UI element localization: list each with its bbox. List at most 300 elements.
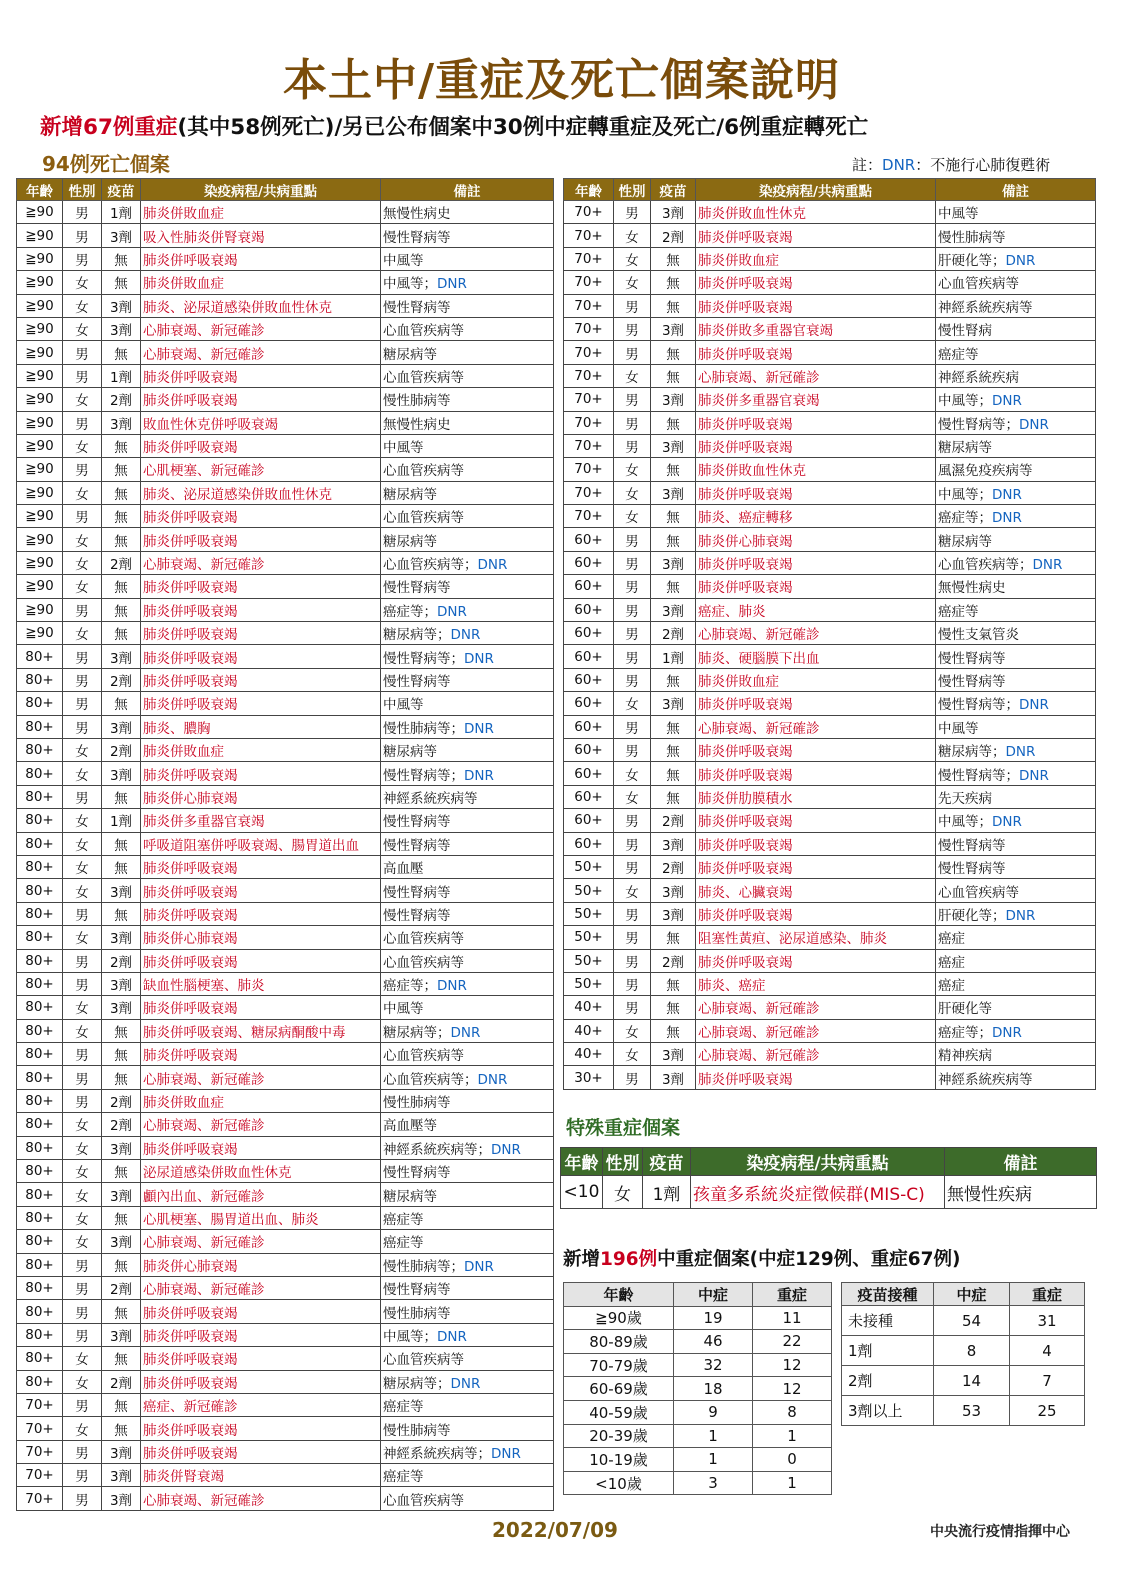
- cell-vaccine: 3劑: [651, 879, 696, 902]
- cell-sex: 男: [63, 1440, 102, 1463]
- cell-remark: 慢性腎病等；DNR: [381, 762, 554, 785]
- cell-sex: 女: [63, 294, 102, 317]
- cell-course: 肺炎併呼吸衰竭: [696, 902, 936, 925]
- cell-age: 70+: [564, 271, 614, 294]
- cell-vaccine: 3劑: [651, 201, 696, 224]
- cell-course: 肺炎併心肺衰竭: [141, 1253, 381, 1276]
- cell-vaccine: 無: [651, 411, 696, 434]
- cell-vaccine: 3劑: [102, 972, 141, 995]
- cell-sex: 女: [614, 247, 651, 270]
- cell-age: 80+: [17, 879, 63, 902]
- table-row: [564, 622, 1096, 645]
- cell-sex: 男: [63, 645, 102, 668]
- cell-vaccine: 無: [651, 1019, 696, 1042]
- cell-remark: 神經系統疾病等: [936, 1066, 1096, 1089]
- cell-age: ≧90: [17, 575, 63, 598]
- cell-course: 心肺衰竭、新冠確診: [696, 622, 936, 645]
- cell-age: ≧90: [17, 622, 63, 645]
- dnr-flag: DNR: [437, 276, 467, 293]
- header-age: 年齡: [564, 1283, 674, 1307]
- cell-vaccine: 無: [651, 294, 696, 317]
- cell-sex: 男: [63, 1089, 102, 1112]
- cell-vaccine: 無: [102, 785, 141, 808]
- cell-remark: 慢性肺病等: [936, 224, 1096, 247]
- cell-course: 心肺衰竭、新冠確診: [141, 1487, 381, 1510]
- cell-sex: 男: [63, 598, 102, 621]
- cell-vaccine: 無: [102, 832, 141, 855]
- dnr-flag: DNR: [992, 814, 1022, 831]
- cell-age-group: 40-59歲: [564, 1400, 674, 1424]
- cell-age: ≧90: [17, 317, 63, 340]
- cell-sex: 男: [63, 364, 102, 387]
- cell-sex: 男: [614, 551, 651, 574]
- cell-vaccine: 2劑: [102, 949, 141, 972]
- cell-course: 肺炎併呼吸衰竭: [696, 832, 936, 855]
- report-date: 2022/07/09: [492, 1518, 618, 1542]
- cell-course: 肺炎併呼吸衰竭: [696, 738, 936, 761]
- cell-age: 60+: [564, 715, 614, 738]
- cell-remark: 癌症等: [381, 1206, 554, 1229]
- cell-sex: 男: [614, 715, 651, 738]
- cell-course: 肺炎併呼吸衰竭: [696, 809, 936, 832]
- dnr-flag: DNR: [1019, 416, 1049, 433]
- subtitle-detail: (其中58例死亡)/另已公布個案中30例中症轉重症及死亡/6例重症轉死亡: [177, 115, 869, 140]
- cell-vaccine: 無: [651, 341, 696, 364]
- subtitle-severe-count: 新增67例重症: [40, 115, 178, 140]
- cell-sex: 男: [63, 949, 102, 972]
- cell-remark: 癌症等: [936, 341, 1096, 364]
- dnr-flag: DNR: [464, 1258, 494, 1275]
- cell-course: 心肺衰竭、新冠確診: [141, 341, 381, 364]
- header-course: 染疫病程/共病重點: [691, 1148, 945, 1176]
- cell-age: 80+: [17, 926, 63, 949]
- dnr-flag: DNR: [477, 557, 508, 574]
- table-row: [17, 1066, 554, 1089]
- cell-course: 肺炎、膿胸: [141, 715, 381, 738]
- cell-sex: 女: [63, 388, 102, 411]
- cell-age: 60+: [564, 622, 614, 645]
- cell-course: 肺炎併呼吸衰竭: [141, 902, 381, 925]
- cell-age: ≧90: [17, 294, 63, 317]
- cell-remark: 心血管疾病等: [381, 926, 554, 949]
- cell-age: ≧90: [17, 388, 63, 411]
- cell-sex: 女: [614, 364, 651, 387]
- cell-course: 肺炎、泌尿道感染併敗血性休克: [141, 294, 381, 317]
- table-row: [842, 1366, 1085, 1396]
- table-row: [564, 317, 1096, 340]
- cell-course: 肺炎併呼吸衰竭: [696, 551, 936, 574]
- header-sex: 性別: [603, 1148, 643, 1176]
- cell-remark: 癌症等: [381, 1464, 554, 1487]
- header-vaccine: 疫苗: [102, 179, 141, 201]
- cell-age: 80+: [17, 1160, 63, 1183]
- cell-age: ≧90: [17, 201, 63, 224]
- cell-vaccine: 3劑: [651, 1066, 696, 1089]
- cell-course: 肺炎併呼吸衰竭: [141, 528, 381, 551]
- cell-course: 肺炎併呼吸衰竭: [141, 996, 381, 1019]
- cell-remark: 慢性腎病等: [936, 855, 1096, 878]
- cell-age: ≧90: [17, 434, 63, 457]
- cell-sex: 女: [63, 762, 102, 785]
- cell-vaccine: 無: [102, 1300, 141, 1323]
- table-row: [17, 505, 554, 528]
- table-header-row: [561, 1148, 1097, 1176]
- cell-age: 80+: [17, 1019, 63, 1042]
- cell-age: 60+: [564, 668, 614, 691]
- cell-age: 80+: [17, 1113, 63, 1136]
- cell-remark: 慢性肺病等: [381, 1417, 554, 1440]
- table-row: [564, 598, 1096, 621]
- cell-age: 60+: [564, 692, 614, 715]
- cell-sex: 男: [63, 1300, 102, 1323]
- cell-course: 顱內出血、新冠確診: [141, 1183, 381, 1206]
- cell-age: 80+: [17, 832, 63, 855]
- cell-sex: 男: [614, 645, 651, 668]
- table-row: [17, 1393, 554, 1416]
- table-row: [17, 1440, 554, 1463]
- cell-vaccine: 3劑: [651, 434, 696, 457]
- deaths-table-right: [563, 178, 1096, 1090]
- cell-remark: 中風等: [936, 201, 1096, 224]
- cell-age-group: 70-79歲: [564, 1353, 674, 1377]
- cell-remark: 神經系統疾病等: [381, 785, 554, 808]
- cell-vaccine: 3劑: [102, 879, 141, 902]
- cell-vaccine: 2劑: [102, 551, 141, 574]
- cell-age: 70+: [17, 1393, 63, 1416]
- dnr-flag: DNR: [437, 1328, 467, 1345]
- cell-sex: 女: [63, 1019, 102, 1042]
- cell-sex: 男: [63, 458, 102, 481]
- table-row: [564, 1330, 832, 1354]
- table-row: [17, 598, 554, 621]
- cell-vaccine: 3劑: [651, 832, 696, 855]
- table-row: [17, 1417, 554, 1440]
- cell-remark: 心血管疾病等: [381, 949, 554, 972]
- cell-vaccine: 3劑: [651, 598, 696, 621]
- cell-vaccine: 3劑: [102, 294, 141, 317]
- table-row: [564, 738, 1096, 761]
- cell-vaccination: 未接種: [842, 1306, 934, 1336]
- new-cases-suffix: 中重症個案(中症129例、重症67例): [657, 1249, 961, 1270]
- table-row: [564, 1043, 1096, 1066]
- cell-remark: 神經系統疾病等: [936, 294, 1096, 317]
- table-row: [564, 1377, 832, 1401]
- cell-remark: 精神疾病: [936, 1043, 1096, 1066]
- table-header-row: [842, 1283, 1085, 1306]
- cell-moderate: 1: [674, 1424, 753, 1448]
- cell-remark: 癌症: [936, 926, 1096, 949]
- table-row: [17, 1253, 554, 1276]
- new-cases-count: 196例: [600, 1249, 658, 1270]
- cell-course: 肺炎、泌尿道感染併敗血性休克: [141, 481, 381, 504]
- cell-age: 80+: [17, 1323, 63, 1346]
- cell-course: 肺炎併呼吸衰竭: [141, 949, 381, 972]
- cell-moderate: 8: [934, 1336, 1010, 1366]
- cell-remark: 糖尿病等；DNR: [381, 1019, 554, 1042]
- cell-sex: 男: [63, 902, 102, 925]
- cell-course: 肺炎併腎衰竭: [141, 1464, 381, 1487]
- header-remark: 備註: [945, 1148, 1097, 1176]
- table-row: [17, 201, 554, 224]
- cell-remark: 心血管疾病等；DNR: [381, 551, 554, 574]
- cell-remark: 癌症等: [936, 598, 1096, 621]
- cell-course: 肺炎併呼吸衰竭: [141, 1043, 381, 1066]
- table-row: [17, 294, 554, 317]
- cell-vaccination: 2劑: [842, 1366, 934, 1396]
- cell-remark: 肝硬化等；DNR: [936, 902, 1096, 925]
- dnr-note: [852, 154, 1050, 175]
- dnr-flag: DNR: [992, 510, 1022, 527]
- cell-remark: 風濕免疫疾病等: [936, 458, 1096, 481]
- cell-vaccine: 無: [102, 434, 141, 457]
- cell-severe: 0: [753, 1448, 832, 1472]
- table-row: [17, 1323, 554, 1346]
- cell-remark: 慢性腎病等: [936, 645, 1096, 668]
- cell-course: 肺炎併呼吸衰竭: [141, 364, 381, 387]
- cell-course: 肺炎併呼吸衰竭、糖尿病酮酸中毒: [141, 1019, 381, 1042]
- cell-course: 肺炎、癌症轉移: [696, 505, 936, 528]
- cell-sex: 女: [63, 1160, 102, 1183]
- cell-vaccine: 無: [102, 1206, 141, 1229]
- cell-severe: 1: [753, 1424, 832, 1448]
- cell-remark: 慢性腎病等: [381, 1276, 554, 1299]
- cell-sex: 男: [614, 434, 651, 457]
- table-row: [842, 1396, 1085, 1426]
- cell-vaccine: 3劑: [651, 317, 696, 340]
- cell-remark: 心血管疾病等: [381, 458, 554, 481]
- cell-remark: 慢性肺病等: [381, 1089, 554, 1112]
- dnr-flag: DNR: [491, 1445, 521, 1462]
- cell-age: 80+: [17, 692, 63, 715]
- cell-remark: 無慢性病史: [381, 201, 554, 224]
- cell-remark: 肝硬化等: [936, 996, 1096, 1019]
- cell-sex: 男: [614, 528, 651, 551]
- cell-vaccine: 3劑: [102, 224, 141, 247]
- cell-vaccine: 3劑: [102, 762, 141, 785]
- cell-vaccine: 3劑: [651, 692, 696, 715]
- cell-course: 阻塞性黃疸、泌尿道感染、肺炎: [696, 926, 936, 949]
- table-row: [17, 996, 554, 1019]
- cell-vaccine: 3劑: [102, 411, 141, 434]
- cell-vaccine: 3劑: [651, 481, 696, 504]
- cell-vaccine: 無: [102, 247, 141, 270]
- cell-sex: 男: [614, 575, 651, 598]
- header-remark: 備註: [936, 179, 1096, 201]
- cell-remark: 慢性腎病: [936, 317, 1096, 340]
- cell-age: 70+: [564, 224, 614, 247]
- table-row: [564, 715, 1096, 738]
- cell-sex: 女: [63, 1113, 102, 1136]
- header-age: 年齡: [561, 1148, 603, 1176]
- cell-remark: 慢性腎病等: [936, 832, 1096, 855]
- header-severe: 重症: [1010, 1283, 1085, 1306]
- cell-sex: 女: [63, 622, 102, 645]
- cell-sex: 女: [63, 1183, 102, 1206]
- cell-course: 肺炎併呼吸衰竭: [141, 692, 381, 715]
- cell-age: 50+: [564, 949, 614, 972]
- cell-remark: 癌症等；DNR: [936, 1019, 1096, 1042]
- cell-age: 70+: [564, 201, 614, 224]
- cell-age: ≧90: [17, 411, 63, 434]
- cell-sex: 女: [603, 1176, 643, 1209]
- cell-age: 60+: [564, 832, 614, 855]
- table-row: [842, 1336, 1085, 1366]
- cell-severe: 12: [753, 1377, 832, 1401]
- table-row: [17, 388, 554, 411]
- cell-severe: 8: [753, 1400, 832, 1424]
- table-row: [564, 926, 1096, 949]
- cell-course: 肺炎併心肺衰竭: [141, 785, 381, 808]
- cell-age: <10: [561, 1176, 603, 1209]
- cell-moderate: 3: [674, 1471, 753, 1495]
- cell-moderate: 18: [674, 1377, 753, 1401]
- cell-vaccine: 無: [102, 481, 141, 504]
- cell-vaccine: 2劑: [651, 949, 696, 972]
- cell-remark: 慢性腎病等: [381, 902, 554, 925]
- cell-course: 肺炎併敗多重器官衰竭: [696, 317, 936, 340]
- cell-vaccine: 無: [651, 762, 696, 785]
- cell-age: 60+: [564, 645, 614, 668]
- cell-sex: 男: [614, 926, 651, 949]
- cell-course: 肺炎併呼吸衰竭: [141, 247, 381, 270]
- cell-sex: 女: [614, 224, 651, 247]
- cell-vaccine: 無: [102, 902, 141, 925]
- cell-course: 肺炎併呼吸衰竭: [696, 762, 936, 785]
- cell-remark: 慢性肺病等；DNR: [381, 1253, 554, 1276]
- header-sex: 性別: [63, 179, 102, 201]
- cell-sex: 女: [63, 879, 102, 902]
- cell-course: 肺炎併多重器官衰竭: [696, 388, 936, 411]
- cell-sex: 男: [614, 411, 651, 434]
- cell-course: 肺炎併呼吸衰竭: [696, 271, 936, 294]
- table-row: [17, 528, 554, 551]
- cell-course: 肺炎併敗血症: [696, 247, 936, 270]
- cell-course: 肺炎併肋膜積水: [696, 785, 936, 808]
- table-row: [564, 855, 1096, 878]
- table-row: [564, 996, 1096, 1019]
- cell-remark: 慢性腎病等: [936, 668, 1096, 691]
- cell-sex: 男: [614, 201, 651, 224]
- cell-course: 心肺衰竭、新冠確診: [141, 317, 381, 340]
- table-row: [564, 271, 1096, 294]
- cell-remark: 癌症等；DNR: [936, 505, 1096, 528]
- table-row: [17, 1347, 554, 1370]
- cell-vaccine: 3劑: [102, 926, 141, 949]
- cell-vaccine: 無: [102, 1253, 141, 1276]
- cell-age: 80+: [17, 1136, 63, 1159]
- cell-remark: 中風等: [381, 247, 554, 270]
- table-row: [17, 317, 554, 340]
- cell-age: 80+: [17, 949, 63, 972]
- cell-remark: 慢性肺病等: [381, 388, 554, 411]
- cell-sex: 女: [614, 785, 651, 808]
- cell-remark: 心血管疾病等；DNR: [936, 551, 1096, 574]
- cell-remark: 糖尿病等: [381, 481, 554, 504]
- cell-age: 80+: [17, 1043, 63, 1066]
- cell-age: ≧90: [17, 481, 63, 504]
- new-cases-heading: [563, 1245, 960, 1271]
- cell-sex: 男: [63, 972, 102, 995]
- cell-course: 心肺衰竭、新冠確診: [696, 1043, 936, 1066]
- cell-sex: 男: [63, 1066, 102, 1089]
- header-severe: 重症: [753, 1283, 832, 1307]
- cell-sex: 男: [614, 832, 651, 855]
- cell-vaccine: 無: [102, 622, 141, 645]
- cell-course: 肺炎併呼吸衰竭: [696, 575, 936, 598]
- cell-age: 80+: [17, 809, 63, 832]
- cell-course: 肺炎併呼吸衰竭: [141, 598, 381, 621]
- cell-sex: 男: [63, 201, 102, 224]
- cell-vaccine: 無: [651, 247, 696, 270]
- cell-vaccination: 3劑以上: [842, 1396, 934, 1426]
- table-row: [564, 247, 1096, 270]
- new-cases-prefix: 新增: [563, 1249, 601, 1270]
- table-row: [17, 364, 554, 387]
- cell-vaccine: 3劑: [102, 645, 141, 668]
- cell-sex: 男: [614, 902, 651, 925]
- table-row: [17, 1019, 554, 1042]
- table-row: [564, 1353, 832, 1377]
- table-row: [564, 1066, 1096, 1089]
- dnr-flag: DNR: [992, 1024, 1022, 1041]
- table-row: [17, 1089, 554, 1112]
- cell-course: 心肺衰竭、新冠確診: [696, 364, 936, 387]
- cell-age: 80+: [17, 1300, 63, 1323]
- dnr-flag: DNR: [437, 978, 467, 995]
- dnr-flag: DNR: [992, 393, 1022, 410]
- cell-remark: 癌症: [936, 972, 1096, 995]
- cell-course: 敗血性休克併呼吸衰竭: [141, 411, 381, 434]
- table-row: [564, 294, 1096, 317]
- table-row: [564, 1306, 832, 1330]
- table-row: [17, 458, 554, 481]
- cell-sex: 男: [63, 1487, 102, 1510]
- cell-vaccine: 無: [102, 1393, 141, 1416]
- table-row: [564, 528, 1096, 551]
- cell-vaccine: 無: [102, 505, 141, 528]
- cell-vaccine: 無: [102, 1347, 141, 1370]
- cell-age: 80+: [17, 645, 63, 668]
- cell-course: 肺炎、癌症: [696, 972, 936, 995]
- cell-vaccine: 2劑: [102, 1113, 141, 1136]
- cell-remark: 無慢性病史: [381, 411, 554, 434]
- cell-vaccine: 1劑: [643, 1176, 691, 1209]
- cell-sex: 女: [63, 738, 102, 761]
- cell-age: ≧90: [17, 364, 63, 387]
- cell-age-group: 10-19歲: [564, 1448, 674, 1472]
- cell-age: 60+: [564, 785, 614, 808]
- cell-sex: 女: [63, 481, 102, 504]
- cell-vaccine: 3劑: [651, 388, 696, 411]
- cell-remark: 慢性腎病等；DNR: [936, 762, 1096, 785]
- header-remark: 備註: [381, 179, 554, 201]
- table-row: [17, 224, 554, 247]
- table-row: [17, 1464, 554, 1487]
- cell-remark: 心血管疾病等: [381, 1043, 554, 1066]
- cell-sex: 男: [63, 1323, 102, 1346]
- cell-age: ≧90: [17, 341, 63, 364]
- cell-course: 癌症、肺炎: [696, 598, 936, 621]
- table-row: [564, 551, 1096, 574]
- cell-vaccine: 2劑: [651, 809, 696, 832]
- cell-course: 心肺衰竭、新冠確診: [141, 1066, 381, 1089]
- special-cases-table: [560, 1147, 1097, 1209]
- cell-sex: 女: [63, 528, 102, 551]
- table-row: [564, 809, 1096, 832]
- cell-course: 肺炎併呼吸衰竭: [696, 1066, 936, 1089]
- table-row: [564, 668, 1096, 691]
- cell-sex: 女: [63, 996, 102, 1019]
